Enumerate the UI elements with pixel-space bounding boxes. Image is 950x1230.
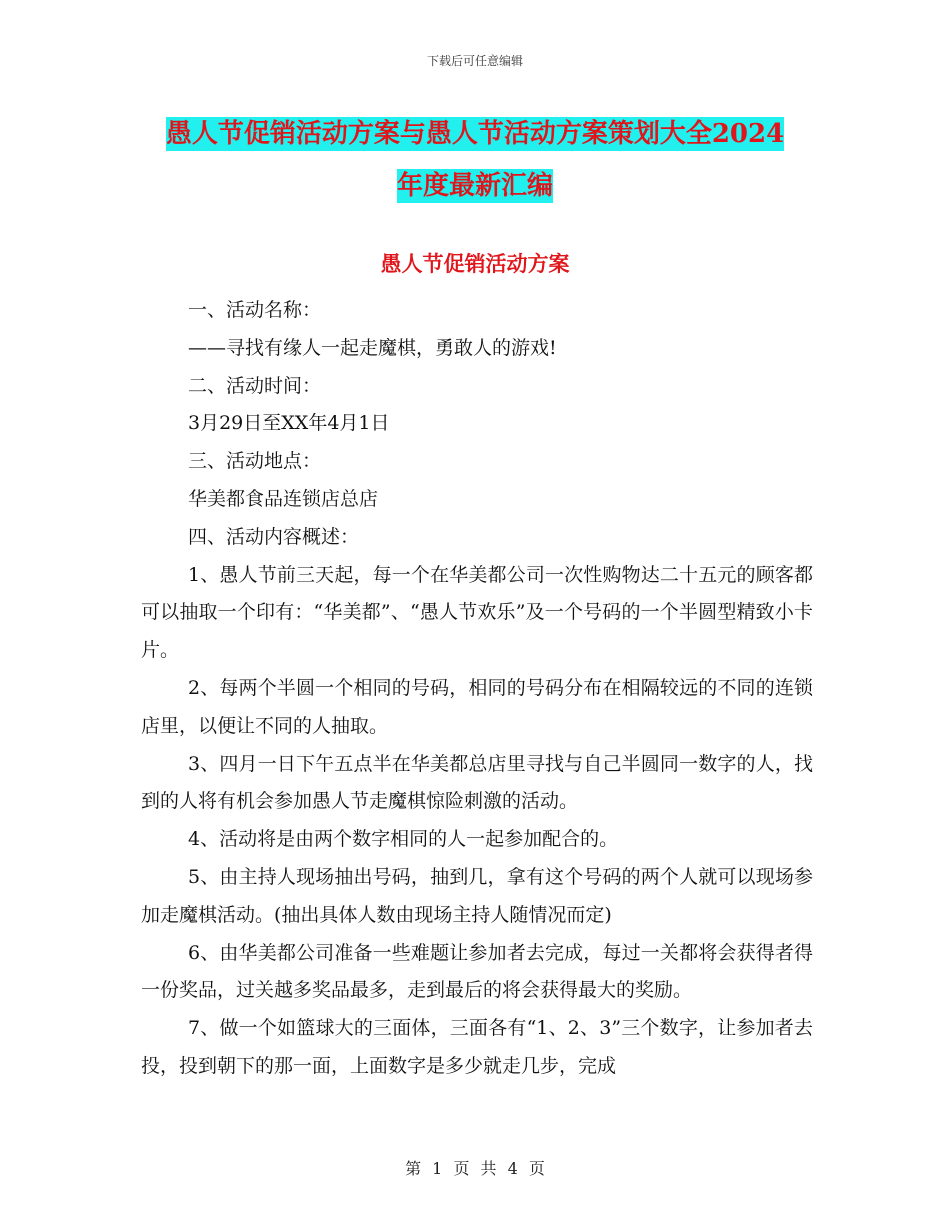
header-note: 下载后可任意编辑 xyxy=(426,54,523,68)
document-title xyxy=(0,108,950,212)
document-title-line1: 愚人节促销活动方案与愚人节活动方案策划大全2024 xyxy=(165,119,785,149)
heading-activity-time: 二、活动时间： xyxy=(188,374,322,397)
overview-item-4: 4、活动将是由两个数字相同的人一起参加配合的。 xyxy=(188,828,619,851)
overview-item-6: 6、由华美都公司准备一些难题让参加者去完成，每过一关都将会获得者得一份奖品，过关越多奖品最多，走到最后的将会获得最大的奖励。 xyxy=(141,941,813,1002)
activity-name-text: ——寻找有缘人一起走魔棋，勇敢人的游戏! xyxy=(188,336,557,359)
document-body xyxy=(141,292,813,1086)
overview-item-3: 3、四月一日下午五点半在华美都总店里寻找与自己半圆同一数字的人，找到的人将有机会参加愚人节走魔棋惊险刺激的活动。 xyxy=(141,752,813,813)
section-title: 愚人节促销活动方案 xyxy=(380,251,570,276)
heading-activity-name: 一、活动名称： xyxy=(188,299,322,321)
overview-item-7: 7、做一个如篮球大的三面体，三面各有“1、2、3”三个数字，让参加者去投，投到朝下的那一面，上面数字是多少就走几步，完成 xyxy=(141,1017,813,1077)
activity-time-text: 3月29日至XX年4月1日 xyxy=(188,412,390,435)
activity-location-text: 华美都食品连锁店总店 xyxy=(188,487,379,510)
overview-item-2: 2、每两个半圆一个相同的号码，相同的号码分布在相隔较远的不同的连锁店里，以便让不同的人抽取。 xyxy=(141,676,813,737)
document-title-line2: 年度最新汇编 xyxy=(396,171,553,201)
heading-activity-overview: 四、活动内容概述： xyxy=(188,525,360,548)
overview-item-1: 1、愚人节前三天起，每一个在华美都公司一次性购物达二十五元的顾客都可以抽取一个印有：“华美都”、“愚人节欢乐”及一个号码的一个半圆型精致小卡片。 xyxy=(141,563,813,662)
page-footer: 第 1 页 共 4 页 xyxy=(405,1159,545,1178)
heading-activity-location: 三、活动地点： xyxy=(188,450,322,473)
overview-item-5: 5、由主持人现场抽出号码，抽到几，拿有这个号码的两个人就可以现场参加走魔棋活动。(抽出具体人数由现场主持人随情况而定) xyxy=(141,865,813,926)
